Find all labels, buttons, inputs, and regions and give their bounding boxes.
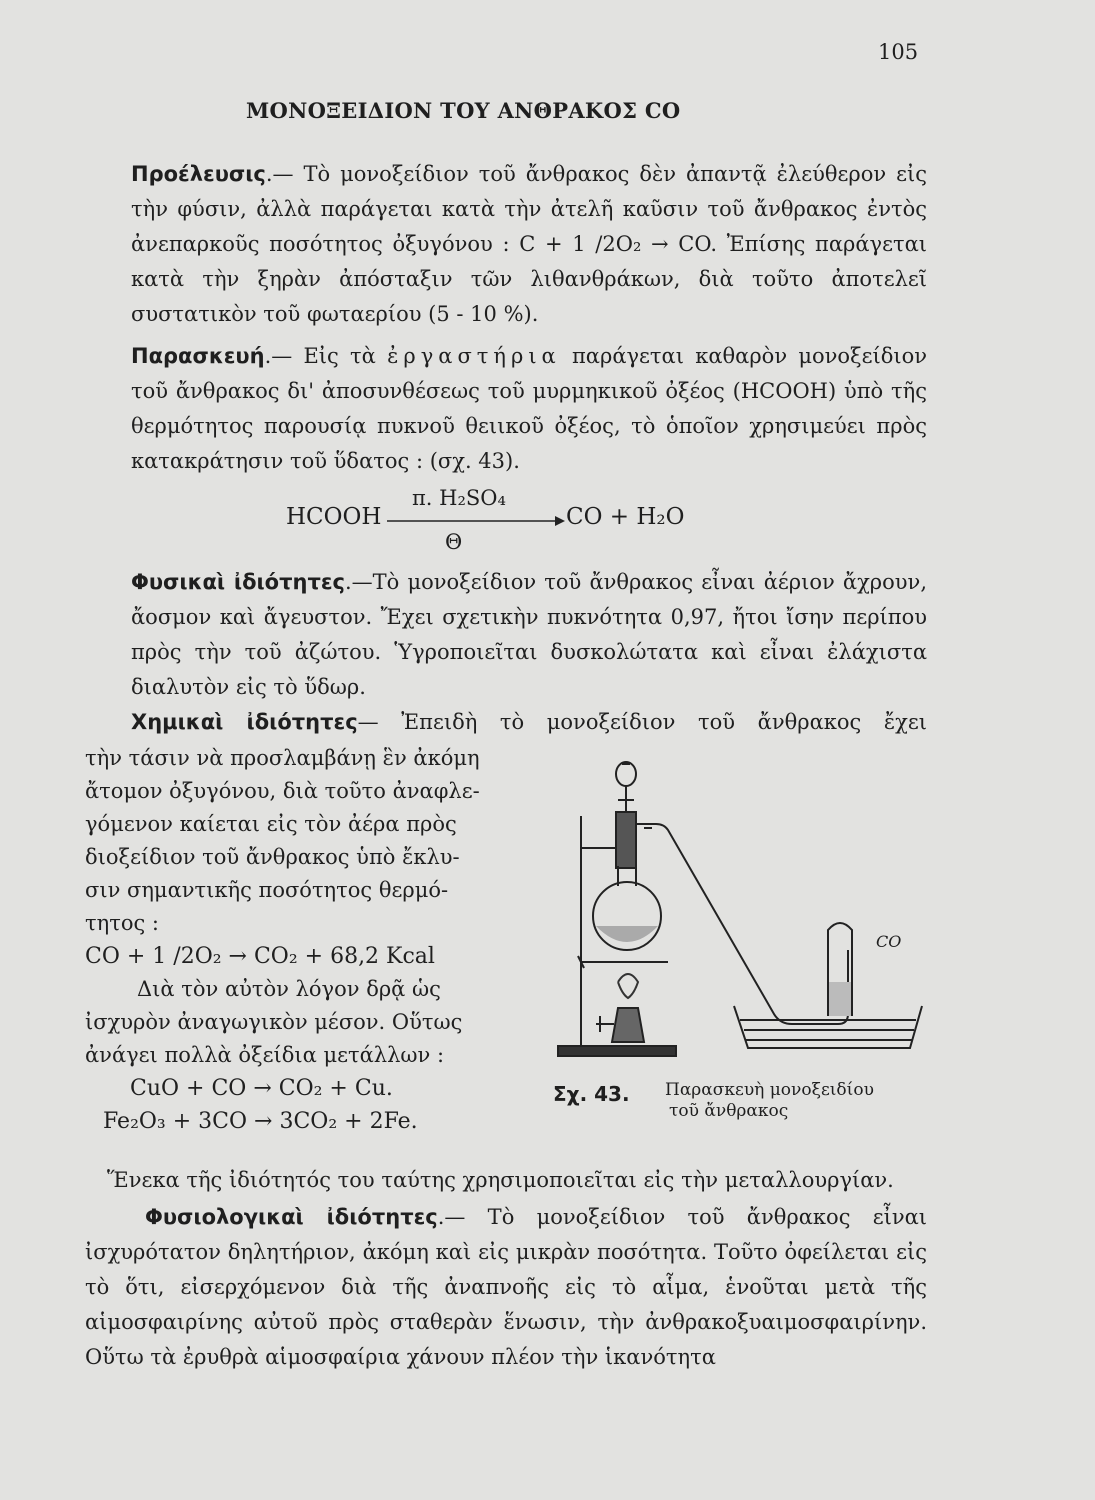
eq-arrow [387,514,567,528]
paragraph-physiological [85,1200,927,1375]
chemical-line: σιν σημαντικῆς ποσότητος θερμό- [85,878,449,902]
text-physical: .—Τὸ μονοξείδιον τοῦ ἄνθρακος εἶναι ἀέριον ἄχρουν, ἄοσμον καὶ ἄγευστον. Ἔχει σχετικὴν πυκνότητα 0,97, ἤτοι ἴσην περίπου πρὸς τὴν τοῦ ἀζώτου. Ὑγροποιεῖται δυσκολώτατα καὶ εἶναι ἐλάχιστα διαλυτὸν εἰς τὸ ὕδωρ. [131,570,927,699]
chemical-line: διοξείδιον τοῦ ἄνθρακος ὑπὸ ἔκλυ- [85,845,460,869]
section-title: ΜΟΝΟΞΕΙΔΙΟΝ ΤΟΥ ΑΝΘΡΑΚΟΣ CO [246,98,681,123]
text-origin: .— Τὸ μονοξείδιον τοῦ ἄνθρακος δὲν ἀπαντᾷ ἐλεύθερον εἰς τὴν φύσιν, ἀλλὰ παράγεται κατὰ τὴν ἀτελῆ καῦσιν τοῦ ἄνθρακος ἐντὸς ἀνεπαρκοῦς ποσότητος ὀξυγόνου : C + 1 /2O₂ → CO. Ἐπίσης παράγεται κατὰ τὴν ξηρὰν ἀπόσταξιν τῶν λιθανθράκων, διὰ τοῦτο ἀποτελεῖ συστατικὸν τοῦ φωταερίου (5 - 10 %). [131,162,927,326]
chemical-equation: Fe₂O₃ + 3CO → 3CO₂ + 2Fe. [103,1109,418,1134]
chemical-line: ἀνάγει πολλὰ ὀξείδια μετάλλων : [85,1043,445,1067]
text-preparation: παράγεται καθαρὸν μονοξείδιον τοῦ ἄνθρακος δι' ἀποσυνθέσεως τοῦ μυρμηκικοῦ ὀξέος (HCOOH) ὑπὸ τῆς θερμότητος παρουσίᾳ πυκνοῦ θειικοῦ ὀξέος, τὸ ὁποῖον χρησιμεύει πρὸς κατακράτησιν τοῦ ὕδατος : (σχ. 43). [131,344,927,473]
heading-origin: Προέλευσις [131,162,266,186]
figure-caption-line2: τοῦ ἄνθρακος [669,1101,789,1121]
eq-above: π. H₂SO₄ [412,486,506,510]
figure-caption [665,1080,874,1122]
paragraph-origin [131,157,927,332]
text-chemical-last: Ἕνεκα τῆς ἰδιότητός του ταύτης χρησιμοποιεῖται εἰς τὴν μεταλλουργίαν. [107,1168,894,1192]
chemical-line: γόμενον καίεται εἰς τὸν ἀέρα πρὸς [85,812,457,836]
heading-chemical: Χημικαὶ ἰδιότητες [131,710,358,734]
paragraph-physical [131,565,927,705]
text-preparation-spaced: ἐργαστήρια [387,344,561,368]
chemical-line: Διὰ τὸν αὐτὸν λόγον δρᾷ ὡς [137,977,441,1001]
eq-right: CO + H₂O [566,504,685,530]
heading-physical: Φυσικαὶ ἰδιότητες [131,570,345,594]
chemical-line: τητος : [85,911,159,935]
apparatus-figure [548,758,928,1070]
paragraph-chemical-last [107,1163,927,1198]
text-physiological: .— Τὸ μονοξείδιον τοῦ ἄνθρακος εἶναι ἰσχυρότατον δηλητήριον, ἀκόμη καὶ εἰς μικρὰν ποσότητα. Τοῦτο ὀφείλεται εἰς τὸ ὅτι, εἰσερχόμενον διὰ τῆς ἀναπνοῆς εἰς τὸ αἷμα, ἑνοῦται μετὰ τῆς αἱμοσφαιρίνης αὐτοῦ πρὸς σταθερὰν ἕνωσιν, τὴν ἀνθρακοξυαιμοσφαιρίνην. Οὕτω τὰ ἐρυθρὰ αἱμοσφαίρια χάνουν πλέον τὴν ἱκανότητα [85,1205,928,1369]
figure-number: Σχ. 43. [553,1082,630,1106]
eq-below: Θ [445,530,463,554]
eq-left: HCOOH [286,504,382,530]
chemical-column [85,742,505,1138]
paragraph-preparation [131,339,927,479]
page-number: 105 [878,40,919,64]
heading-preparation: Παρασκευή [131,344,265,368]
figure-gas-label: CO [876,932,902,951]
chemical-line: ἰσχυρὸν ἀναγωγικὸν μέσον. Οὕτως [85,1010,463,1034]
chemical-line: ἄτομον ὀξυγόνου, διὰ τοῦτο ἀναφλε- [85,779,480,803]
paragraph-chemical-line1 [131,705,927,740]
heading-physiological: Φυσιολογικαὶ ἰδιότητες [145,1205,438,1229]
figure-caption-line1: Παρασκευὴ μονοξειδίου [665,1080,874,1100]
chemical-line: τὴν τάσιν νὰ προσλαμβάνῃ ἓν ἀκόμη [85,746,480,770]
text-preparation-pre: .— Εἰς τὰ [264,344,388,368]
chemical-equation: CO + 1 /2O₂ → CO₂ + 68,2 Kcal [85,944,435,969]
chemical-equation: CuO + CO → CO₂ + Cu. [130,1076,393,1101]
text-chemical-line1: — Ἐπειδὴ τὸ μονοξείδιον τοῦ ἄνθρακος ἔχει [357,710,927,734]
